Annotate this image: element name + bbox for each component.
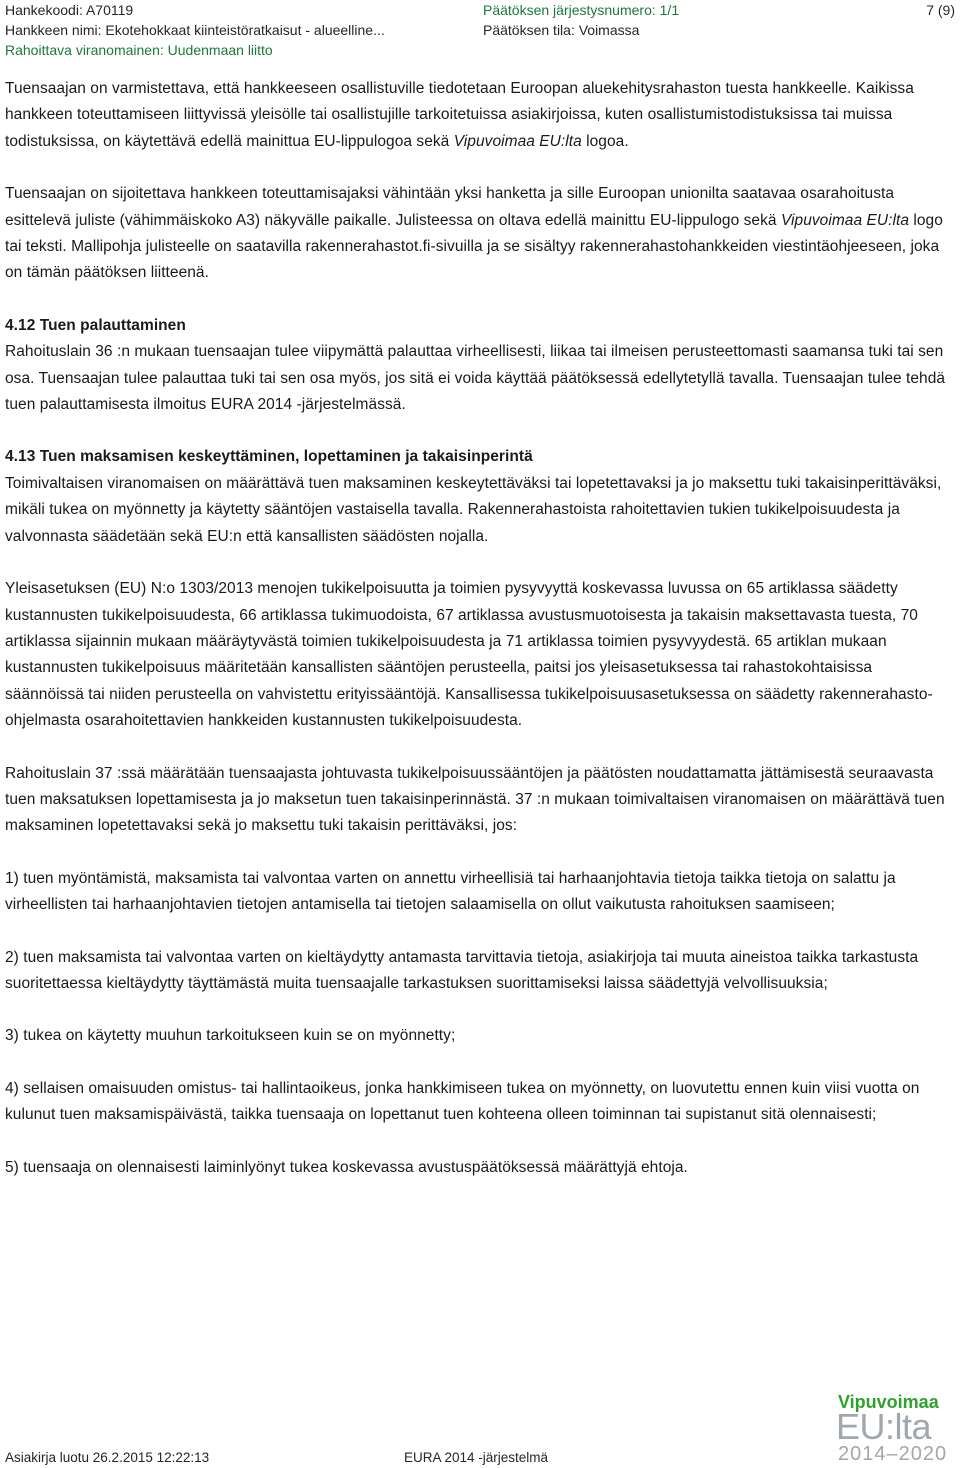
logo-line-eulta: EU:lta — [836, 1406, 932, 1447]
paragraph-text: Tuensaajan on varmistettava, että hankkeeseen osallistuville tiedotetaan Euroopan aluekehitysrahaston tuesta hankkeelle. Kaikissa hankkeen toteuttamiseen liittyvissä yleisölle tai osallistujille tarkoitetuissa asiakirjoissa, kuten osallistumistodistuksissa tai muissa todistuksissa, on käytettävä edellä mainittua EU-lippulogoa sekä — [5, 80, 914, 150]
logo-line-vipuvoimaa: Vipuvoimaa — [838, 1392, 939, 1412]
list-item-2: 2) tuen maksamista tai valvontaa varten on kieltäydytty antamasta tarvittavia tietoja, asiakirjoja tai muuta aineistoa taikka tarkastusta suoritettaessa kieltäydytty täyttämästä muita tuensaajalle tarkastuksen suorittamiseksi laissa säädettyjä velvollisuuksia; — [5, 948, 919, 992]
section-heading-4-13: 4.13 Tuen maksamisen keskeyttäminen, lopettaminen ja takaisinperintä — [5, 448, 533, 466]
paragraph-general-regulation: Yleisasetuksen (EU) N:o 1303/2013 menojen tukikelpoisuutta ja toimien pysyvyyttä koskevassa luvussa on 65 artiklassa säädetty kustannusten tukikelpoisuudesta, 66 artiklassa tukimuodoista, 67 artiklassa avustusmuotoisesta ja takaisin maksettavasta tuesta, 70 artiklassa sijainnin mukaan määräytyvästä toimien tukikelpoisuudesta ja 71 artiklassa toimien pysyvyydestä. 65 artiklan mukaan kustannusten tukikelpoisuus määritetään kansallisten sääntöjen perusteella, paitsi jos yleisasetuksessa tai rahastokohtaisissa säännöissä tai niiden perusteella on vahvistettu erityissääntöjä. Kansallisessa tukikelpoisuusasetuksessa on säädetty rakennerahasto-ohjelmasta osarahoitettavien hankkeiden kustannusten tukikelpoisuudesta. — [5, 580, 933, 730]
paragraph-funding-act-37: Rahoituslain 37 :ssä määrätään tuensaajasta johtuvasta tukikelpoisuussääntöjen ja päätösten noudattamatta jättämisestä seuraavasta tuen maksatuksen lopettamisesta ja jo maksetun tuen takaisinperinnästä. 37 :n mukaan toimivaltaisen viranomaisen on määrättävä tuen maksaminen lopetettavaksi sekä jo maksettu tuki takaisin perittäväksi, jos: — [5, 764, 945, 835]
paragraph-text: logoa. — [581, 132, 629, 150]
project-name: Hankkeen nimi: Ekotehokkaat kiinteistöratkaisut - alueelline... — [5, 22, 385, 38]
decision-status: Päätöksen tila: Voimassa — [483, 22, 640, 38]
vipuvoimaa-logo — [836, 1392, 954, 1464]
paragraph-publicity — [5, 76, 953, 155]
footer-system: EURA 2014 -järjestelmä — [404, 1450, 549, 1465]
logo-name-italic: Vipuvoimaa EU:lta — [453, 132, 582, 150]
paragraph-poster — [5, 181, 953, 287]
section-heading-4-12: 4.12 Tuen palauttaminen — [5, 316, 186, 334]
footer-created: Asiakirja luotu 26.2.2015 12:22:13 — [5, 1450, 210, 1465]
logo-line-years: 2014–2020 — [838, 1443, 948, 1465]
list-item-3: 3) tukea on käytetty muuhun tarkoitukseen kuin se on myönnetty; — [5, 1027, 456, 1045]
project-code: Hankekoodi: A70119 — [5, 2, 134, 18]
paragraph-text: Tuensaajan on sijoitettava hankkeen toteuttamisajaksi vähintään yksi hanketta ja sille Euroopan unionilta saatavaa osarahoitusta esittelevä juliste (vähimmäiskoko A3) näkyvälle paikalle. Julisteessa on oltava edellä mainittu EU-lippulogo sekä — [5, 185, 895, 229]
paragraph-suspension: Toimivaltaisen viranomaisen on määrättävä tuen maksaminen keskeytettäväksi tai lopetettavaksi ja jo maksettu tuki takaisinperittäväksi, mikäli tukea on myönnetty ja käytetty sääntöjen vastaisella tavalla. Rakennerahastoista rahoitettavien tukien tukikelpoisuudesta ja valvonnasta säädetään sekä EU:n että kansallisten säädösten nojalla. — [5, 474, 942, 545]
list-item-5: 5) tuensaaja on olennaisesti laiminlyönyt tukea koskevassa avustuspäätöksessä määrättyjä ehtoja. — [5, 1158, 688, 1176]
list-item-1: 1) tuen myöntämistä, maksamista tai valvontaa varten on annettu virheellisiä tai harhaanjohtavia tietoja taikka tietoja on salattu ja virheellisten tai harhaanjohtavien tietojen antamisella tai tietojen salaamisella on ollut vaikutusta rahoituksen saamiseen; — [5, 869, 896, 914]
paragraph-text: logo tai teksti. Mallipohja julisteelle on saatavilla rakennerahastot.fi-sivuilla ja se sisältyy rakennerahastohankkeiden viestintäohjeeseen, joka on tämän päätöksen liitteenä. — [5, 211, 943, 282]
document-body — [5, 76, 953, 1181]
paragraph-repayment: Rahoituslain 36 :n mukaan tuensaajan tulee viipymättä palauttaa virheellisesti, liikaa tai ilmeisen perusteettomasti saamansa tuki tai sen osa. Tuensaajan tulee palauttaa tuki tai sen osa myös, jos sitä ei voida käyttää päätöksessä edellytetyllä tavalla. Tuensaajan tulee tehdä tuen palauttamisesta ilmoitus EURA 2014 -järjestelmässä. — [5, 343, 946, 414]
list-item-4: 4) sellaisen omaisuuden omistus- tai hallintaoikeus, jonka hankkimiseen tukea on myönnetty, on luovutettu ennen kuin viisi vuotta on kulunut tuen maksamispäivästä, taikka tuensaaja on lopettanut tuen kohteena olleen toiminnan tai supistanut sitä olennaisesti; — [5, 1079, 920, 1124]
decision-order-number: Päätöksen järjestysnumero: 1/1 — [483, 2, 680, 18]
logo-name-italic: Vipuvoimaa EU:lta — [780, 211, 910, 229]
page-number: 7 (9) — [926, 2, 955, 18]
funding-authority: Rahoittava viranomainen: Uudenmaan liitto — [5, 42, 273, 58]
